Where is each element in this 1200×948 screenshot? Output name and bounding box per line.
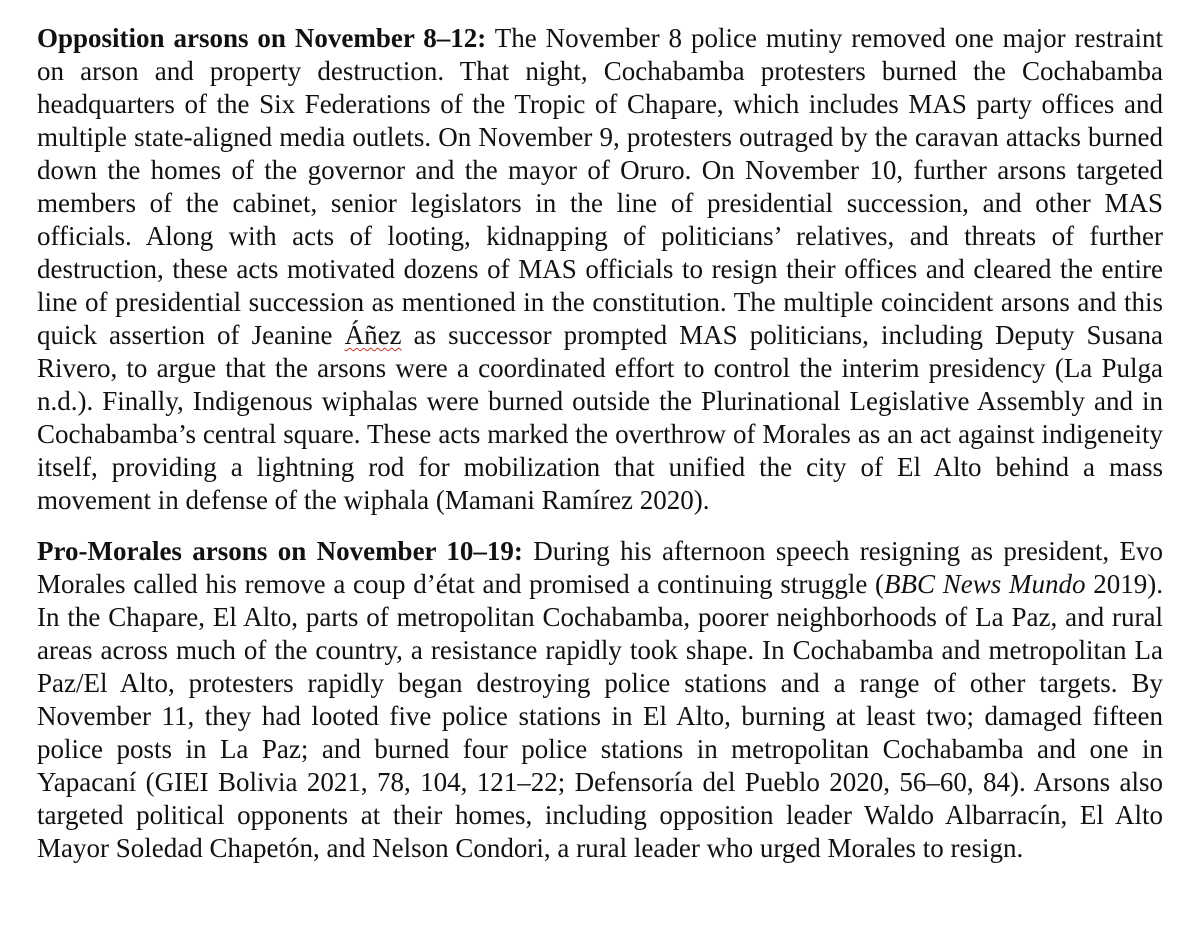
paragraph-text: The November 8 police mutiny removed one major restraint on arson and property destruction. That night, Cochabamba protesters burned the Cochabamba headquarters of the Six Federations of the Tropic of Chapare, which includes MAS party offices and multiple state-aligned media outlets. On November 9, protesters outraged by the caravan attacks burned down the homes of the governor and the mayor of Oruro. On November 10, further arsons targeted members of the cabinet, senior legislators in the line of presidential succession, and other MAS officials. Along with acts of looting, kidnapping of politicians’ relatives, and threats of further destruction, these acts motivated dozens of MAS officials to resign their offices and cleared the entire line of presidential succession as mentioned in the constitution. The multiple coincident arsons and this quick assertion of Jeanine [37,23,1163,350]
paragraph-text: 2019). In the Chapare, El Alto, parts of metropolitan Cochabamba, poorer neighborhoods of La Paz, and rural areas across much of the country, a resistance rapidly took shape. In Cochabamba and metropolitan La Paz/El Alto, protesters rapidly began destroying police stations and a range of other targets. By November 11, they had looted five police stations in El Alto, burning at least two; damaged fifteen police posts in La Paz; and burned four police stations in metropolitan Cochabamba and one in Yapacaní (GIEI Bolivia 2021, 78, 104, 121–22; Defensoría del Pueblo 2020, 56–60, 84). Arsons also targeted political opponents at their homes, including opposition leader Waldo Albarracín, El Alto Mayor Soledad Chapetón, and Nelson Condori, a rural leader who urged Morales to resign. [37,569,1163,863]
paragraph-text: During his afternoon speech resigning as president, Evo Morales called his remove a coup d’état and promised a continuing struggle ( [37,536,1163,599]
paragraph-pro-morales-arsons [37,535,1163,865]
paragraph-opposition-arsons [37,22,1163,517]
paragraph-heading: Pro-Morales arsons on November 10–19: [37,536,523,566]
italic-citation: BBC News Mundo [884,569,1086,599]
spellcheck-flagged-word[interactable]: Áñez [344,320,402,350]
paragraph-text: as successor prompted MAS politicians, including Deputy Susana Rivero, to argue that the arsons were a coordinated effort to control the interim presidency (La Pulga n.d.). Finally, Indigenous wiphalas were burned outside the Plurinational Legislative Assembly and in Cochabamba’s central square. These acts marked the overthrow of Morales as an act against indigeneity itself, providing a lightning rod for mobilization that unified the city of El Alto behind a mass movement in defense of the wiphala (Mamani Ramírez 2020). [37,320,1164,515]
paragraph-heading: Opposition arsons on November 8–12: [37,23,487,53]
document-page [37,22,1163,865]
